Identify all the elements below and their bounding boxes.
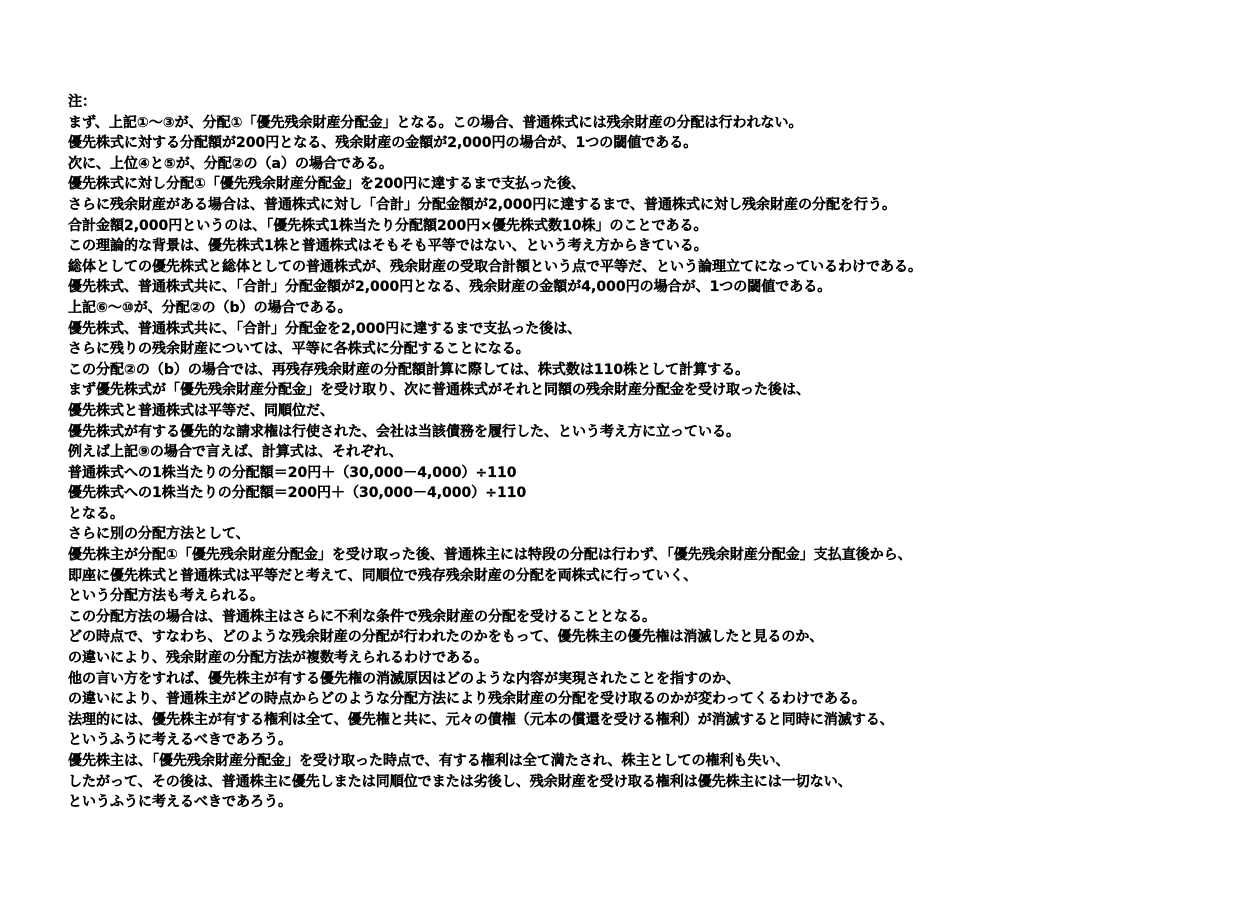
text-line: この理論的な背景は、優先株式1株と普通株式はそもそも平等ではない、という考え方からきている。 — [68, 238, 708, 255]
text-line: 優先株式、普通株式共に、「合計」分配金を2,000円に達するまで支払った後は、 — [68, 320, 582, 337]
text-line: 例えば上記⑨の場合で言えば、計算式は、それぞれ、 — [68, 444, 403, 461]
text-line: というふうに考えるべきであろう。 — [68, 732, 292, 749]
text-line: というふうに考えるべきであろう。 — [68, 794, 292, 811]
text-line: 優先株主は、「優先残余財産分配金」を受け取った時点で、有する権利は全て満たされ、株主としての権利も失い、 — [68, 753, 790, 769]
text-line: という分配方法も考えられる。 — [68, 588, 264, 605]
text-line: まず優先株式が「優先残余財産分配金」を受け取り、次に普通株式がそれと同額の残余財産分配金を受け取った後は、 — [68, 382, 810, 399]
text-line: 即座に優先株式と普通株式は平等だと考えて、同順位で残存残余財産の分配を両株式に行っていく、 — [68, 567, 698, 584]
text-line: この分配②の（b）の場合では、再残存残余財産の分配額計算に際しては、株式数は110株として計算する。 — [68, 361, 750, 378]
text-line: さらに残りの残余財産については、平等に各株式に分配することになる。 — [68, 341, 530, 358]
text-line: 優先株主が分配①「優先残余財産分配金」を受け取った後、普通株主には特段の分配は行わず、「優先残余財産分配金」支払直後から、 — [68, 547, 912, 564]
text-line: 他の言い方をすれば、優先株主が有する優先権の消滅原因はどのような内容が実現されたことを指すのか、 — [68, 670, 740, 687]
text-line: 優先株式に対する分配額が200円となる、残余財産の金額が2,000円の場合が、1つの閾値である。 — [68, 135, 698, 152]
text-line: 上記⑥～⑩が、分配②の（b）の場合である。 — [68, 299, 352, 316]
note-heading: 注： — [68, 94, 96, 110]
text-line: さらに別の分配方法として、 — [68, 526, 250, 543]
text-line: 次に、上位④と⑤が、分配②の（a）の場合である。 — [68, 155, 394, 172]
text-line: 合計金額2,000円というのは、「優先株式1株当たり分配額200円×優先株式数10株」のことである。 — [68, 217, 708, 234]
text-line: この分配方法の場合は、普通株主はさらに不利な条件で残余財産の分配を受けることとなる。 — [68, 608, 656, 625]
text-line: どの時点で、すなわち、どのような残余財産の分配が行われたのかをもって、優先株主の優先権は消滅したと見るのか、 — [68, 629, 824, 646]
text-line: 総体としての優先株式と総体としての普通株式が、残余財産の受取合計額という点で平等だ、という論理立てになっているわけである。 — [68, 258, 922, 275]
text-line: となる。 — [68, 505, 124, 522]
formula-line: 優先株式への1株当たりの分配額＝200円＋（30,000－4,000）÷110 — [68, 485, 527, 502]
text-line: 法理的には、優先株主が有する権利は全て、優先権と共に、元々の債権（元本の償還を受ける権利）が消滅すると同時に消滅する、 — [68, 711, 894, 728]
text-line: さらに残余財産がある場合は、普通株式に対し「合計」分配金額が2,000円に達するまで、普通株式に対し残余財産の分配を行う。 — [68, 196, 896, 213]
text-line: の違いにより、普通株主がどの時点からどのような分配方法により残余財産の分配を受け取るのかが変わってくるわけである。 — [68, 691, 866, 708]
text-line: の違いにより、残余財産の分配方法が複数考えられるわけである。 — [68, 650, 488, 667]
document-body — [68, 92, 1248, 813]
text-line: 優先株式が有する優先的な請求権は行使された、会社は当該債務を履行した、という考え方に立っている。 — [68, 423, 740, 440]
text-line: 優先株式と普通株式は平等だ、同順位だ、 — [68, 402, 334, 419]
text-line: したがって、その後は、普通株主に優先しまたは同順位でまたは劣後し、残余財産を受け取る権利は優先株主には一切ない、 — [68, 773, 852, 790]
text-line: 優先株式、普通株式共に、「合計」分配金額が2,000円となる、残余財産の金額が4,000円の場合が、1つの閾値である。 — [68, 279, 832, 296]
text-line: 優先株式に対し分配①「優先残余財産分配金」を200円に達するまで支払った後、 — [68, 176, 586, 193]
text-line: まず、上記①～③が、分配①「優先残余財産分配金」となる。この場合、普通株式には残余財産の分配は行われない。 — [68, 114, 803, 131]
formula-line: 普通株式への1株当たりの分配額＝20円＋（30,000－4,000）÷110 — [68, 464, 517, 481]
